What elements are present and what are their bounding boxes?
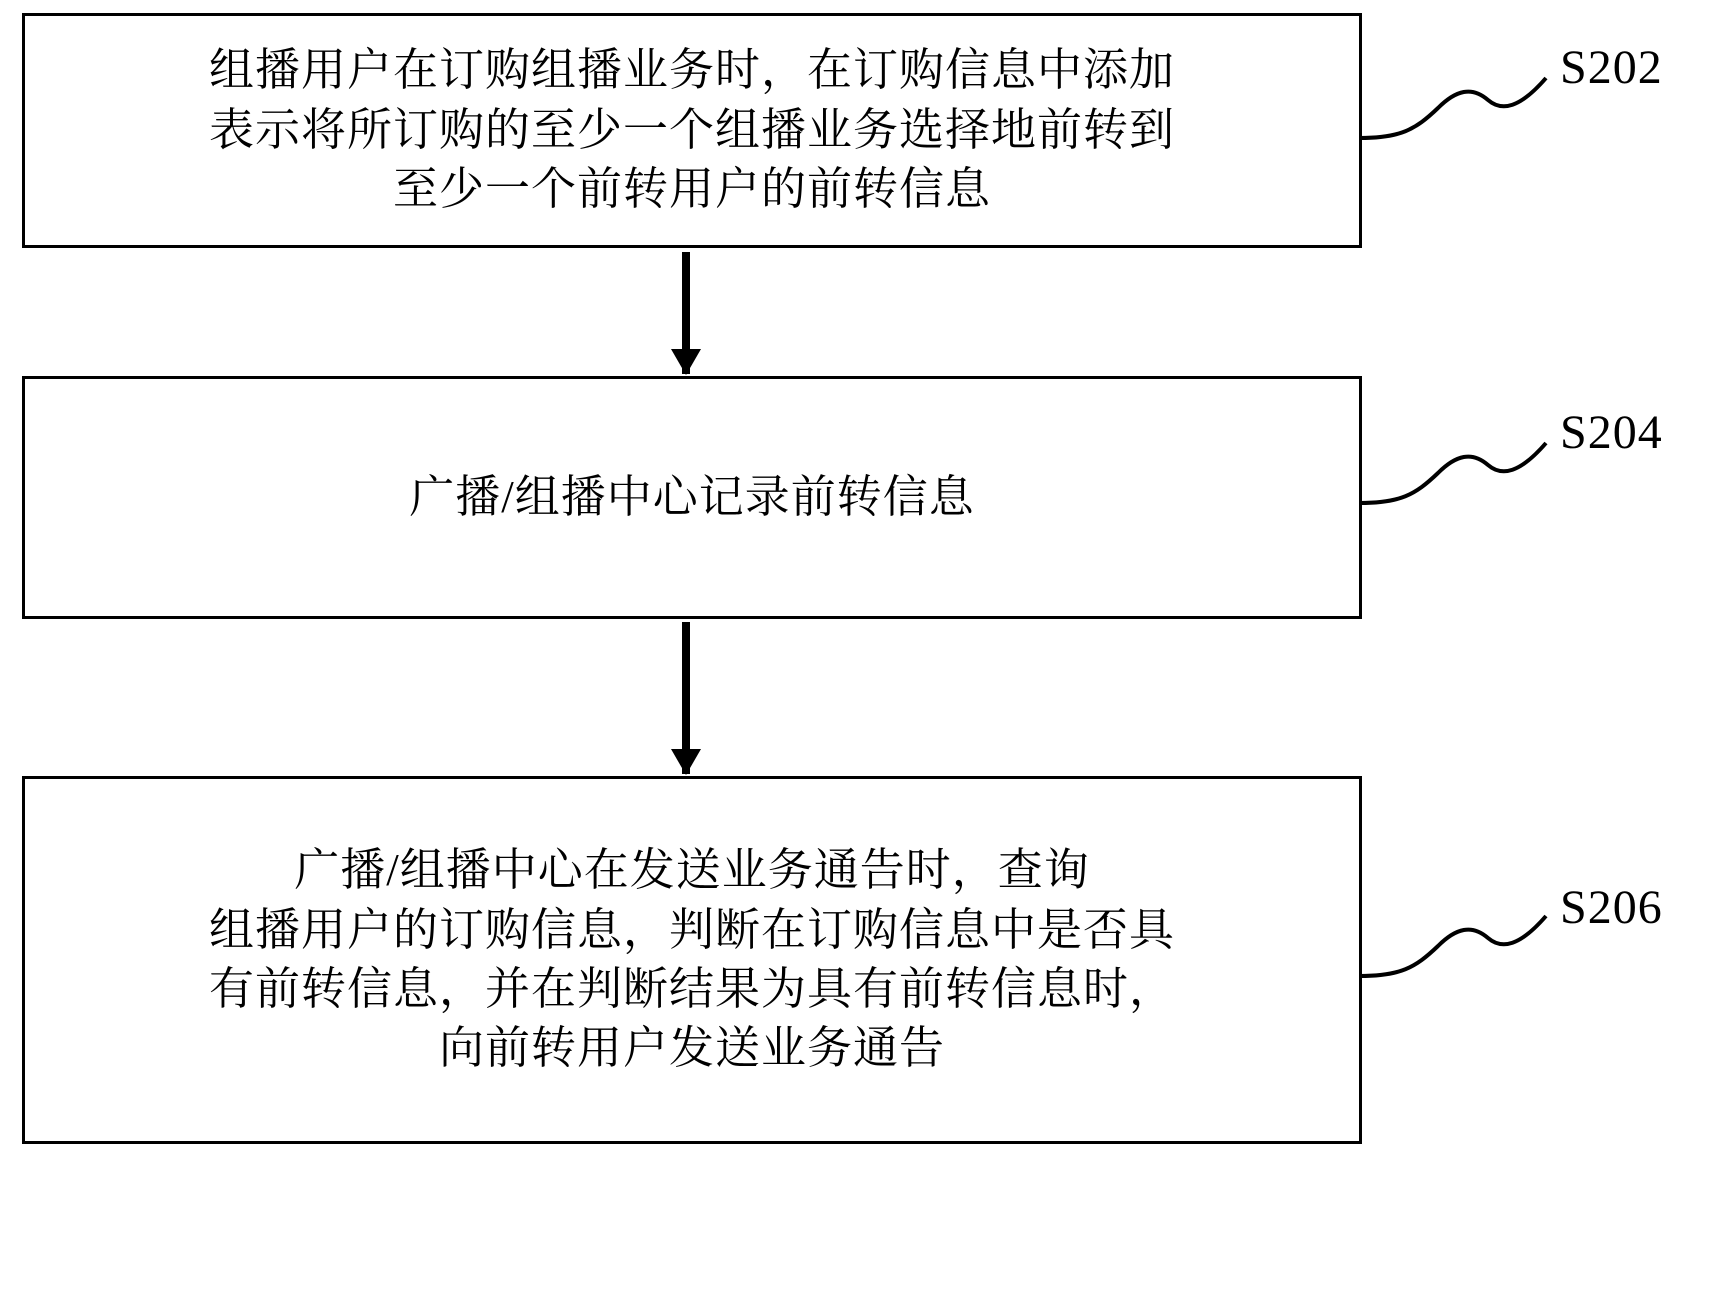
flowchart-step-s204 [22,376,1362,619]
step-label-s206: S206 [1560,881,1663,934]
arrow-step2-to-step3 [682,622,690,774]
step-label-connector-s204 [1360,425,1570,515]
flowchart-step-s206 [22,776,1362,1144]
step-text-s202: 组播用户在订购组播业务时，在订购信息中添加 表示将所订购的至少一个组播业务选择地前转到 至少一个前转用户的前转信息 [208,45,1175,215]
step-label-s204: S204 [1560,406,1663,459]
arrow-head-icon [671,349,701,375]
step-text-s204: 广播/组播中心记录前转信息 [409,471,975,522]
arrow-step1-to-step2 [682,252,690,374]
step-text-s206: 广播/组播中心在发送业务通告时，查询 组播用户的订购信息，判断在订购信息中是否具 有前转信息，并在判断结果为具有前转信息时， 向前转用户发送业务通告 [208,845,1175,1074]
flowchart-step-s202 [22,13,1362,248]
step-label-connector-s202 [1360,60,1570,150]
step-label-connector-s206 [1360,898,1570,988]
step-label-s202: S202 [1560,41,1663,94]
arrow-head-icon [671,749,701,775]
